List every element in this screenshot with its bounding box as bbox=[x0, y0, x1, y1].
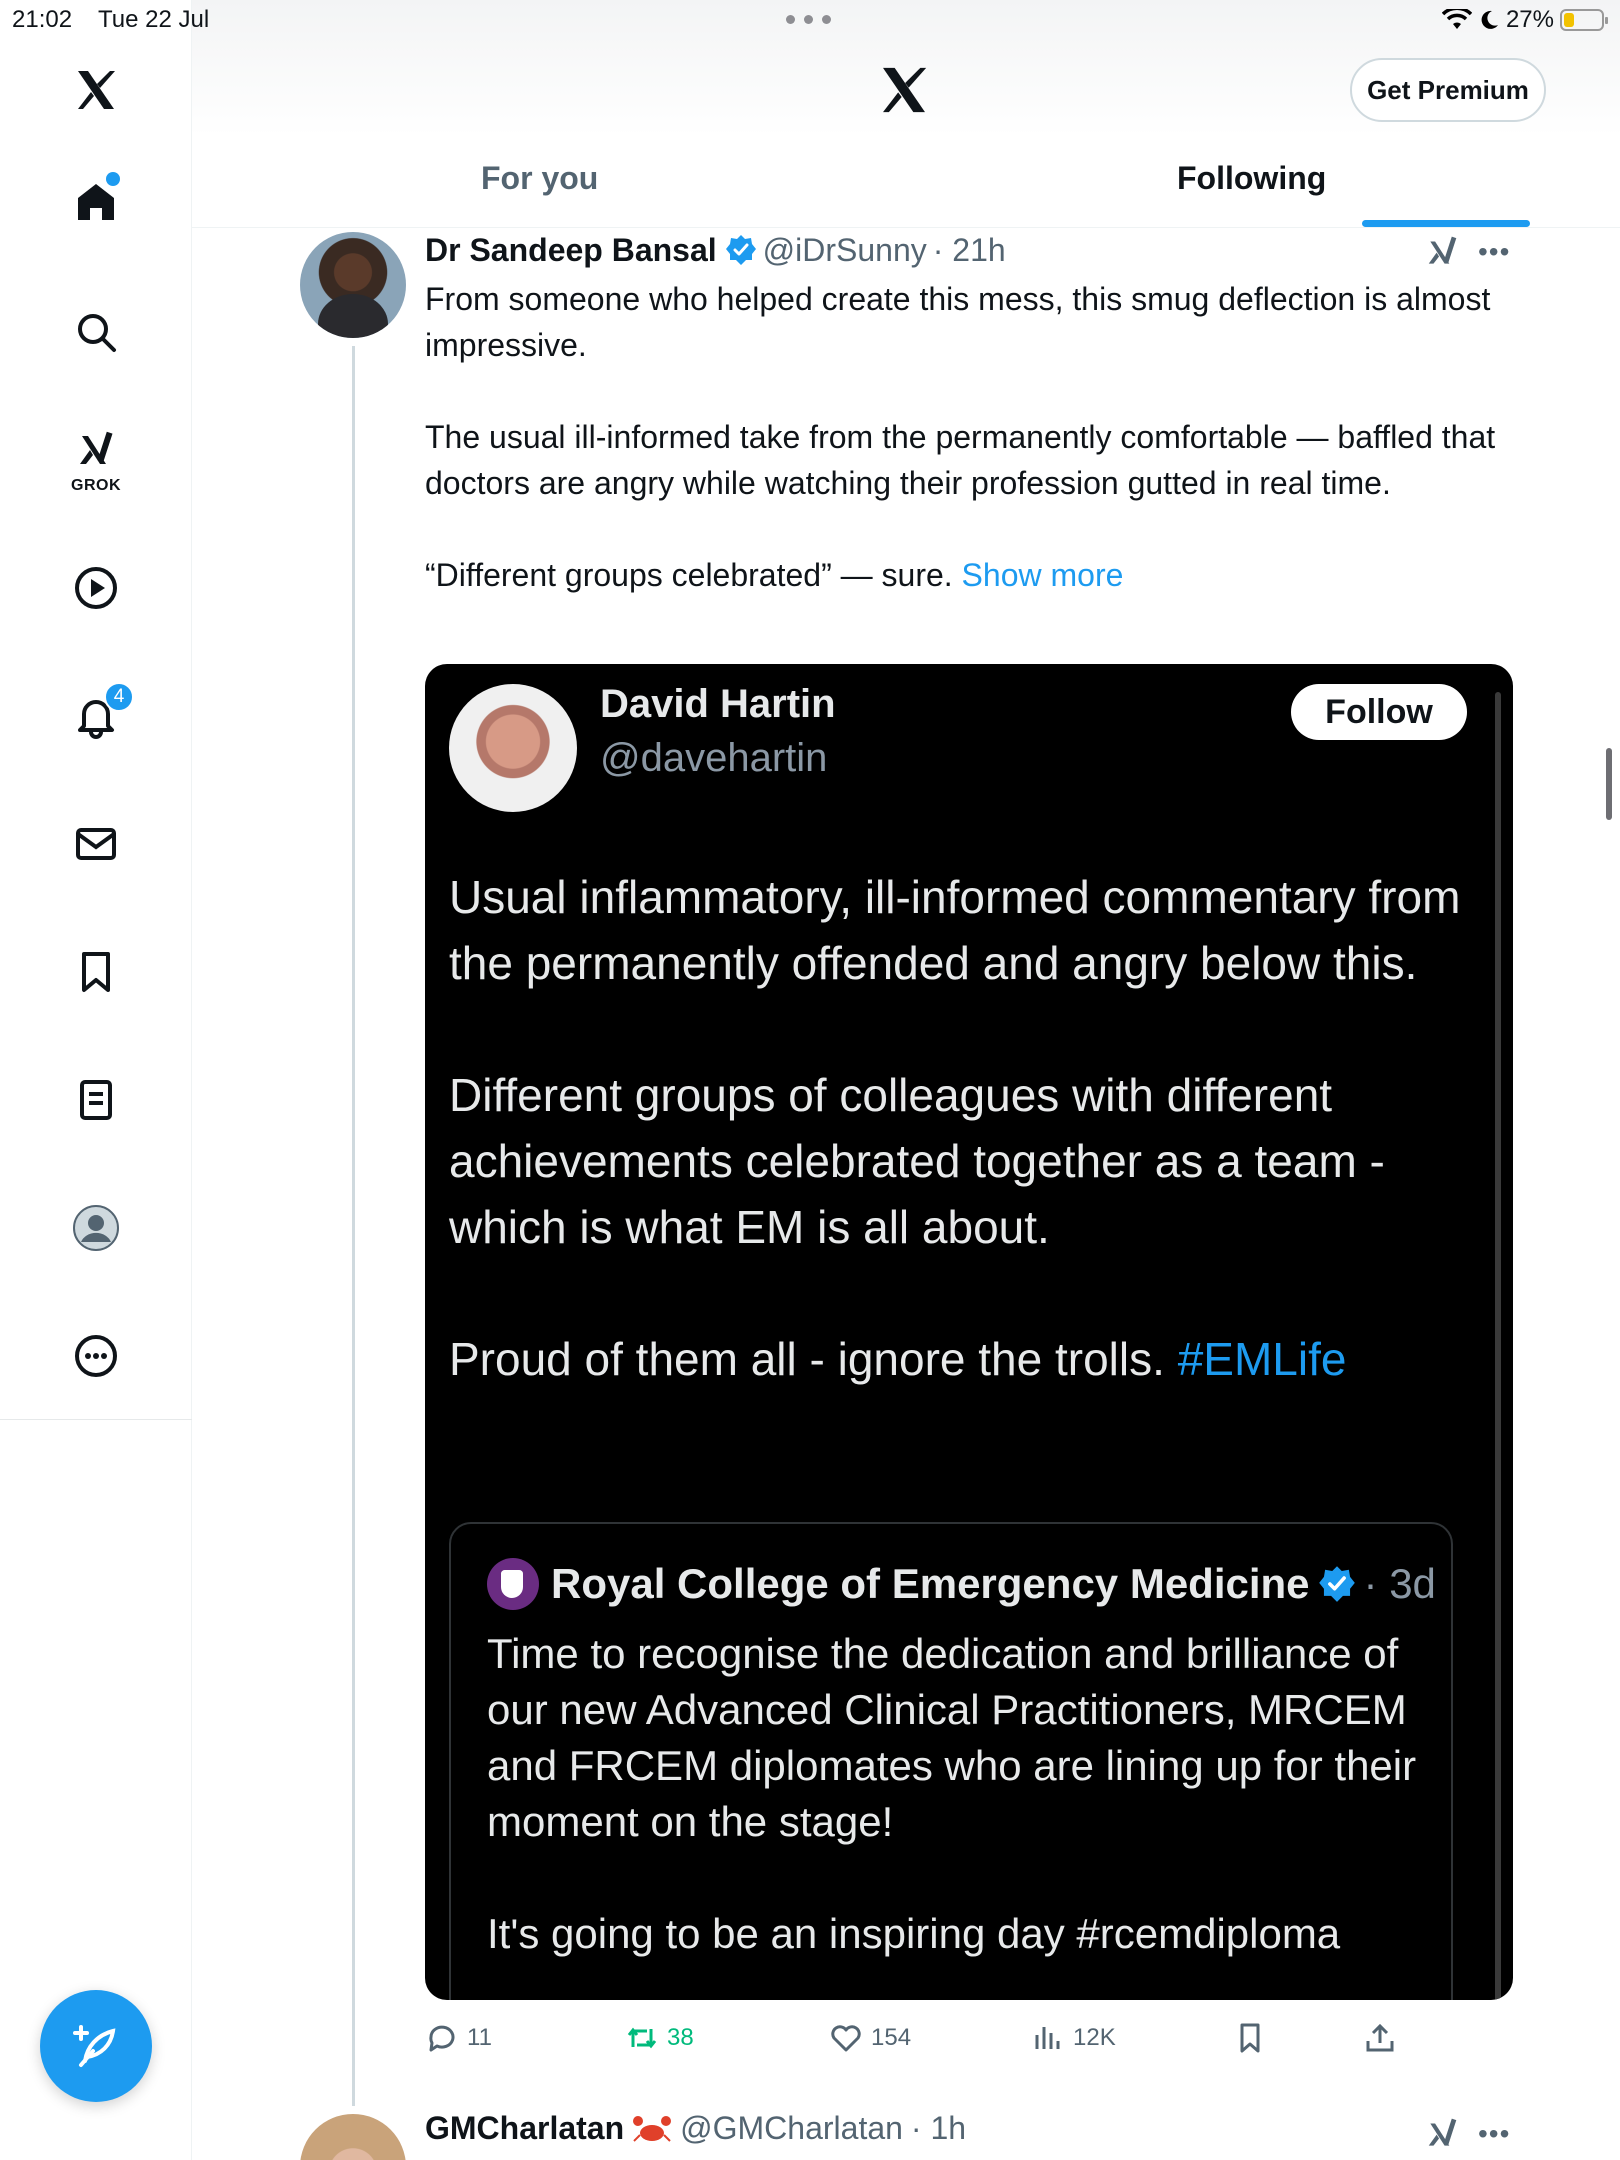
author-handle[interactable]: @iDrSunny bbox=[762, 231, 927, 268]
bell-icon[interactable] bbox=[56, 676, 136, 756]
rcem-logo-icon[interactable] bbox=[487, 1558, 539, 1610]
author-handle[interactable]: @GMCharlatan bbox=[680, 2110, 903, 2146]
reply-icon bbox=[425, 2021, 459, 2055]
grok-icon[interactable] bbox=[1424, 232, 1462, 270]
post-header bbox=[425, 228, 1006, 272]
nested-author-name[interactable]: Royal College of Emergency Medicine bbox=[551, 1560, 1310, 1607]
status-time: 21:02 bbox=[12, 6, 73, 33]
show-more-link[interactable]: Show more bbox=[961, 557, 1124, 593]
quote-paragraph: Proud of them all - ignore the trolls. bbox=[449, 1333, 1165, 1385]
nested-paragraph: Time to recognise the dedication and brilliance of our new Advanced Clinical Practitioners, MRCEM and FRCEM diplomates who are lining up for their moment on the stage! bbox=[487, 1630, 1417, 1845]
post-action-bar bbox=[425, 2014, 1425, 2062]
post-paragraph: “Different groups celebrated” — sure. bbox=[425, 557, 953, 593]
sidebar bbox=[0, 0, 192, 2160]
view-count: 12K bbox=[1073, 2024, 1116, 2051]
quoted-post-card[interactable] bbox=[425, 664, 1513, 2000]
like-count: 154 bbox=[871, 2024, 912, 2051]
post-text bbox=[425, 276, 1525, 598]
x-logo-icon[interactable] bbox=[876, 62, 932, 118]
verified-badge-icon bbox=[725, 234, 757, 266]
x-logo-icon[interactable] bbox=[56, 50, 136, 130]
nested-paragraph: It's going to be an inspiring day #rcemdiploma bbox=[487, 1910, 1341, 1957]
avatar[interactable] bbox=[300, 232, 406, 338]
get-premium-button[interactable]: Get Premium bbox=[1350, 58, 1546, 122]
nested-post-header bbox=[551, 1560, 1436, 1608]
reply-count: 11 bbox=[467, 2024, 492, 2051]
grok-label: GROK bbox=[71, 477, 121, 494]
author-name[interactable]: Dr Sandeep Bansal bbox=[425, 231, 717, 268]
tab-following[interactable]: Following bbox=[1177, 160, 1327, 196]
profile-icon[interactable] bbox=[56, 1188, 136, 1268]
quote-paragraph: Different groups of colleagues with different achievements celebrated together as a team - which is what EM is all about. bbox=[449, 1069, 1385, 1253]
quote-text bbox=[449, 864, 1479, 1392]
avatar[interactable] bbox=[300, 2114, 406, 2160]
battery-fill bbox=[1564, 13, 1574, 27]
hashtag-link[interactable]: #EMLife bbox=[1177, 1333, 1347, 1385]
quote-paragraph: Usual inflammatory, ill-informed commentary from the permanently offended and angry below this. bbox=[449, 871, 1461, 989]
moon-icon bbox=[1478, 9, 1500, 31]
share-button[interactable] bbox=[1363, 2014, 1397, 2062]
bookmark-icon bbox=[1233, 2021, 1267, 2055]
status-indicators bbox=[1442, 6, 1604, 34]
follow-button[interactable]: Follow bbox=[1291, 684, 1467, 740]
post-time[interactable]: · 1h bbox=[910, 2110, 967, 2146]
status-date: Tue 22 Jul bbox=[98, 6, 210, 33]
crab-emoji-icon bbox=[632, 2113, 672, 2145]
notification-badge: 4 bbox=[104, 682, 134, 712]
grok-icon[interactable] bbox=[1424, 2114, 1462, 2152]
post-time[interactable]: · 21h bbox=[932, 231, 1006, 268]
quote-author-handle[interactable]: @davehartin bbox=[600, 736, 828, 780]
tab-for-you[interactable]: For you bbox=[481, 160, 599, 196]
home-icon[interactable] bbox=[56, 162, 136, 242]
reply-button[interactable] bbox=[425, 2014, 492, 2062]
battery-icon bbox=[1560, 9, 1604, 31]
mail-icon[interactable] bbox=[56, 804, 136, 884]
repost-button[interactable] bbox=[625, 2014, 694, 2062]
status-bar bbox=[0, 0, 1620, 40]
search-icon[interactable] bbox=[56, 292, 136, 372]
sidebar-divider bbox=[0, 1419, 192, 1420]
post-last-line bbox=[425, 552, 1525, 598]
wifi-icon bbox=[1442, 9, 1472, 31]
repost-icon bbox=[625, 2021, 659, 2055]
bookmark-button[interactable] bbox=[1233, 2014, 1267, 2062]
page-scrollbar[interactable] bbox=[1606, 748, 1612, 820]
heart-icon bbox=[829, 2021, 863, 2055]
post-paragraph: The usual ill-informed take from the permanently comfortable — baffled that doctors are angry while watching their profession gutted in real time. bbox=[425, 419, 1496, 501]
share-icon bbox=[1363, 2021, 1397, 2055]
verified-badge-icon bbox=[1318, 1565, 1356, 1603]
quote-scrollbar[interactable] bbox=[1495, 692, 1501, 2000]
quote-last-line bbox=[449, 1326, 1479, 1392]
nested-post-time[interactable]: · 3d bbox=[1363, 1560, 1436, 1607]
compose-feather-icon bbox=[71, 2021, 121, 2071]
compose-button[interactable] bbox=[40, 1990, 152, 2102]
views-chart-icon bbox=[1031, 2021, 1065, 2055]
active-tab-indicator bbox=[1362, 220, 1530, 227]
quote-avatar[interactable] bbox=[449, 684, 577, 812]
post-paragraph: From someone who helped create this mess, this smug deflection is almost impressive. bbox=[425, 281, 1491, 363]
nested-quoted-post[interactable] bbox=[449, 1522, 1453, 2000]
more-circle-icon[interactable] bbox=[56, 1316, 136, 1396]
more-options-icon[interactable]: ••• bbox=[1478, 2118, 1511, 2149]
more-options-icon[interactable]: ••• bbox=[1478, 236, 1511, 267]
video-play-icon[interactable] bbox=[56, 548, 136, 628]
bookmark-icon[interactable] bbox=[56, 932, 136, 1012]
post-header bbox=[425, 2110, 966, 2147]
like-button[interactable] bbox=[829, 2014, 911, 2062]
home-notification-dot bbox=[106, 172, 120, 186]
repost-count: 38 bbox=[667, 2024, 694, 2051]
multitasking-dots-icon[interactable] bbox=[786, 10, 832, 22]
views-button[interactable] bbox=[1031, 2014, 1116, 2062]
thread-line bbox=[352, 346, 355, 2106]
battery-percent: 27% bbox=[1505, 6, 1554, 33]
list-icon[interactable] bbox=[56, 1060, 136, 1140]
quote-author-name[interactable]: David Hartin bbox=[600, 682, 836, 726]
author-name[interactable]: GMCharlatan bbox=[425, 2110, 625, 2146]
nested-post-text bbox=[487, 1626, 1437, 2000]
